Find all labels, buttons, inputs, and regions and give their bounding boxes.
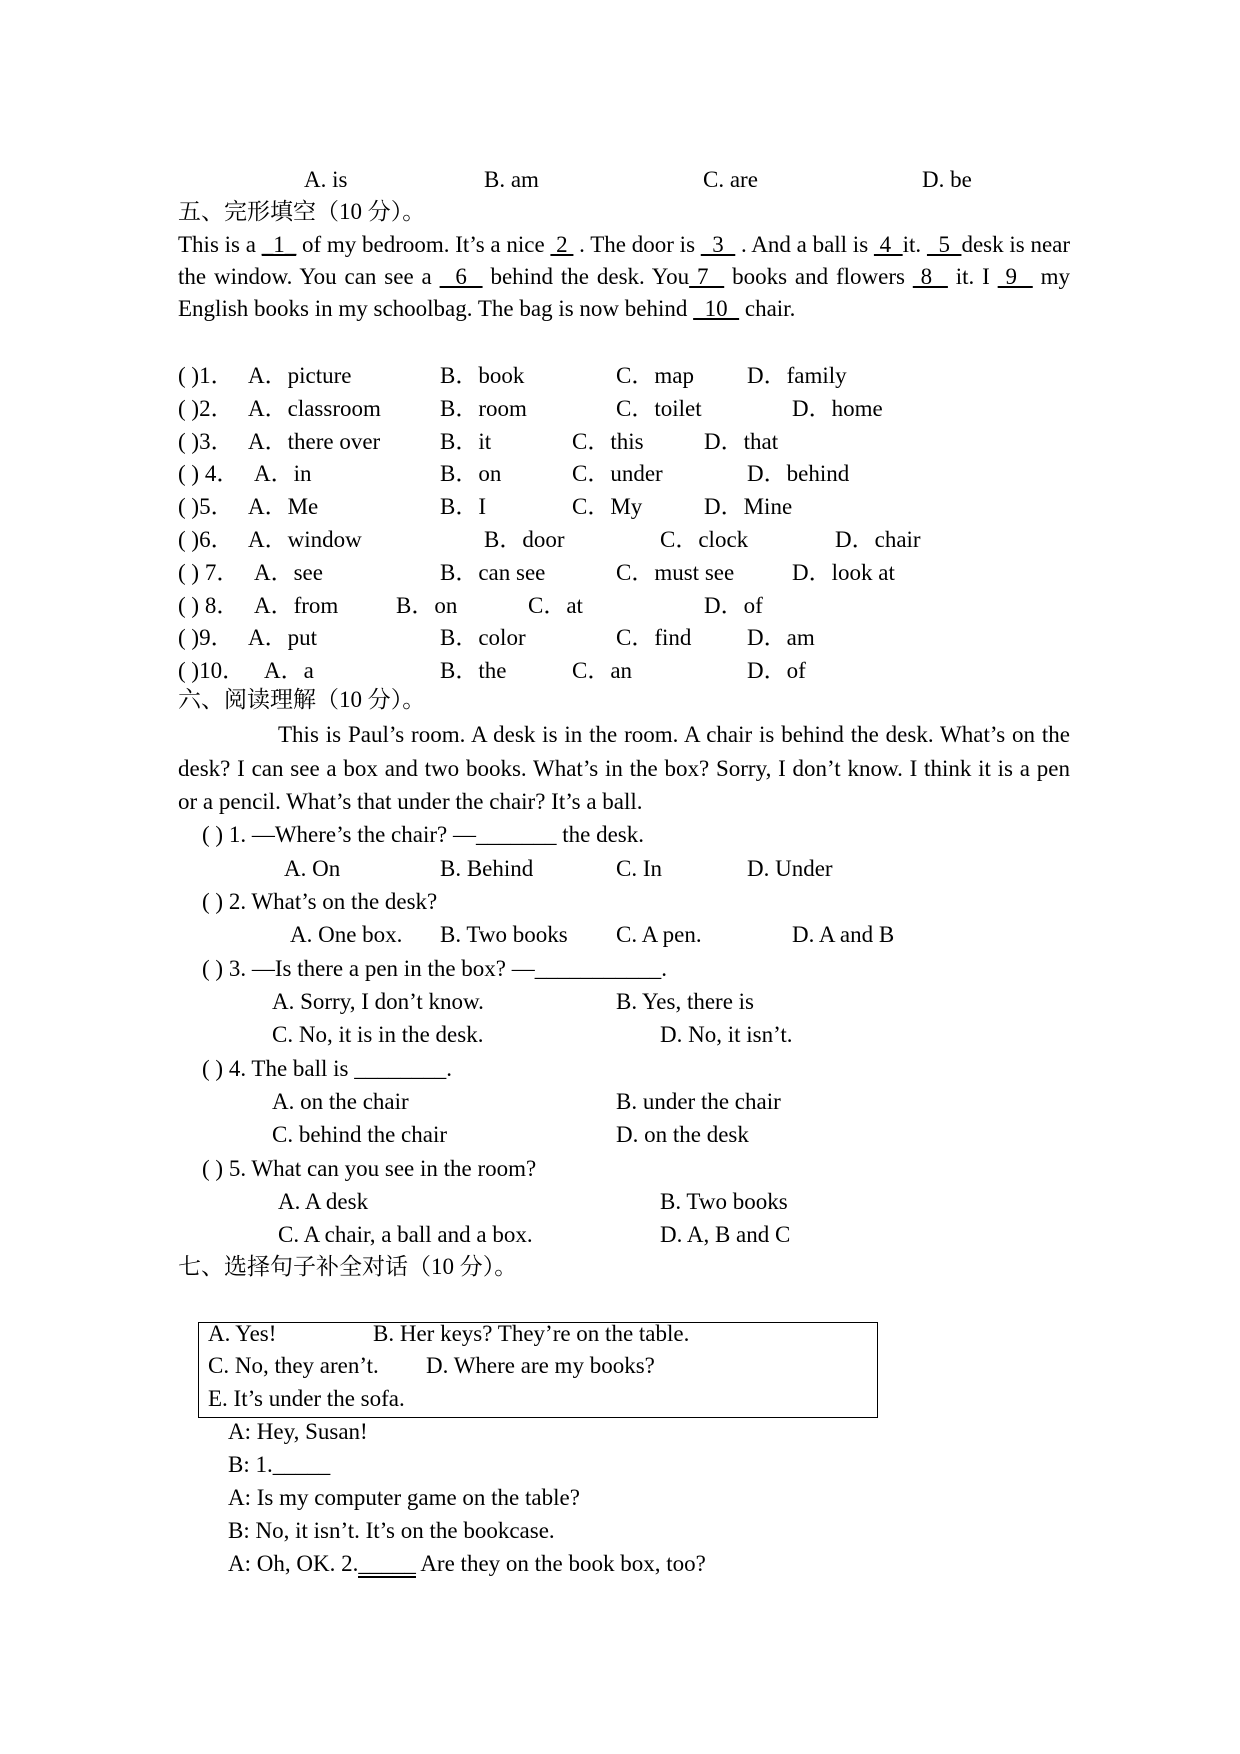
reading-q2-stem: ( ) 2. What’s on the desk? xyxy=(202,889,438,914)
cloze-question-number: ( ) 4． xyxy=(178,461,240,487)
reading-q5-c: C. A chair, a ball and a box. xyxy=(278,1222,533,1247)
cloze-option-b: B．on xyxy=(440,461,502,487)
box-option-e: E. It’s under the sofa. xyxy=(208,1386,405,1411)
cloze-option-b: B．door xyxy=(484,527,565,552)
cloze-option-b: B．it xyxy=(440,428,492,454)
cloze-option-b: B．color xyxy=(440,625,526,651)
reading-q4-c: C. behind the chair xyxy=(272,1122,448,1147)
cloze-option-a: A．from xyxy=(254,592,339,618)
reading-q4-b: B. under the chair xyxy=(616,1089,781,1114)
reading-q5-stem: ( ) 5. What can you see in the room? xyxy=(202,1156,537,1181)
cloze-option-b: B．I xyxy=(440,494,486,520)
cloze-option-c: C．an xyxy=(572,658,633,684)
dialogue-line-5-text: A: Oh, OK. 2. xyxy=(228,1551,359,1576)
reading-q2-b: B. Two books xyxy=(440,922,568,947)
cloze-question-number: ( )2． xyxy=(178,395,234,421)
cloze-blank[interactable]: 10 xyxy=(693,296,740,321)
box-option-a: A. Yes! xyxy=(208,1321,277,1346)
reading-q2-d: D. A and B xyxy=(792,922,895,947)
cloze-blank[interactable]: 9 xyxy=(997,264,1033,289)
cloze-text: behind the desk. You xyxy=(482,264,690,289)
cloze-text: of my bedroom. It’s a nice xyxy=(296,232,551,257)
cloze-blank[interactable]: 5 xyxy=(926,232,962,257)
reading-q5-d: D. A, B and C xyxy=(660,1222,791,1247)
reading-q1-c: C. In xyxy=(616,856,662,881)
cloze-option-c: C．clock xyxy=(660,527,749,552)
cloze-option-b: B．on xyxy=(396,592,458,618)
reading-q3-d: D. No, it isn’t. xyxy=(660,1022,793,1047)
cloze-question-number: ( ) 8． xyxy=(178,592,240,618)
cloze-option-b: B．the xyxy=(440,658,507,684)
cloze-option-d: D．that xyxy=(704,428,779,454)
cloze-option-c: C．toilet xyxy=(616,395,702,421)
cloze-blank[interactable]: 6 xyxy=(439,264,483,289)
section7-heading: 七、选择句子补全对话（10 分）。 xyxy=(178,1254,518,1279)
dialogue-line-5 xyxy=(228,1550,706,1578)
cloze-option-d: D．of xyxy=(704,592,763,618)
box-option-c: C. No, they aren’t. xyxy=(208,1353,379,1378)
dialogue-line-1: A: Hey, Susan! xyxy=(228,1419,368,1444)
cloze-option-a: A．there over xyxy=(248,428,381,454)
option-a: A. is xyxy=(304,167,348,192)
cloze-text: This is a xyxy=(178,232,262,257)
cloze-blank[interactable]: 4 xyxy=(873,232,903,257)
reading-q3-c: C. No, it is in the desk. xyxy=(272,1022,484,1047)
cloze-option-c: C．My xyxy=(572,494,643,520)
cloze-option-d: D．behind xyxy=(747,461,850,487)
cloze-blank[interactable]: 3 xyxy=(700,232,736,257)
cloze-option-b: B．room xyxy=(440,395,527,421)
cloze-question-number: ( )9． xyxy=(178,625,234,651)
reading-q5-b: B. Two books xyxy=(660,1189,788,1214)
section5-heading: 五、完形填空（10 分）。 xyxy=(178,199,426,224)
dialogue-line-5-tail: Are they on the book box, too? xyxy=(415,1551,706,1576)
cloze-option-c: C．at xyxy=(528,592,583,618)
cloze-option-a: A．see xyxy=(254,559,323,585)
cloze-option-c: C．this xyxy=(572,428,644,454)
reading-q5-a: A. A desk xyxy=(278,1189,369,1214)
cloze-option-b: B．can see xyxy=(440,559,546,585)
dialogue-line-2 xyxy=(228,1451,330,1479)
cloze-option-a: A．put xyxy=(248,625,317,651)
dialogue-blank-1[interactable]: _____ xyxy=(272,1452,331,1477)
box-option-d: D. Where are my books? xyxy=(426,1353,655,1378)
cloze-blank[interactable]: 7 xyxy=(689,264,725,289)
cloze-question-number: ( )1． xyxy=(178,363,234,388)
reading-q3-stem: ( ) 3. —Is there a pen in the box? —___________. xyxy=(202,956,668,981)
reading-passage xyxy=(178,718,1070,819)
cloze-option-d: D．look at xyxy=(792,559,895,585)
dialogue-blank-2[interactable]: _____ xyxy=(358,1551,416,1576)
cloze-option-a: A．Me xyxy=(248,494,319,520)
cloze-blank[interactable]: _1_ xyxy=(261,232,297,257)
reading-q1-d: D. Under xyxy=(747,856,833,881)
cloze-passage xyxy=(178,229,1076,325)
cloze-option-d: D．home xyxy=(792,395,883,421)
cloze-text: it. xyxy=(902,232,927,257)
cloze-question-number: ( )6． xyxy=(178,527,234,552)
cloze-question-number: ( )10． xyxy=(178,658,246,684)
cloze-text: . The door is xyxy=(573,232,701,257)
cloze-option-a: A．a xyxy=(264,658,314,684)
reading-q1-b: B. Behind xyxy=(440,856,534,881)
cloze-text: chair. xyxy=(739,296,796,321)
reading-q3-b: B. Yes, there is xyxy=(616,989,755,1014)
cloze-option-a: A．in xyxy=(254,461,312,487)
cloze-question-number: ( )3． xyxy=(178,428,234,454)
cloze-option-d: D．am xyxy=(747,625,815,651)
cloze-option-c: C．map xyxy=(616,363,694,388)
option-c: C. are xyxy=(703,167,758,192)
cloze-question-number: ( ) 7． xyxy=(178,559,240,585)
cloze-option-b: B．book xyxy=(440,363,525,388)
dialogue-line-3: A: Is my computer game on the table? xyxy=(228,1485,580,1510)
section6-heading: 六、阅读理解（10 分）。 xyxy=(178,687,426,712)
option-b: B. am xyxy=(484,167,539,192)
reading-passage-text: This is Paul’s room. A desk is in the room. A chair is behind the desk. What’s on the desk? I can see a box and two books. What’s in the box? Sorry, I don’t know. I think it is a pen or a pencil. What’s that under the chair? It’s a ball. xyxy=(178,722,1070,814)
reading-q1-stem: ( ) 1. —Where’s the chair? —_______ the desk. xyxy=(202,822,644,847)
cloze-text: books and flowers xyxy=(724,264,913,289)
cloze-blank[interactable]: 8 xyxy=(912,264,948,289)
reading-q4-stem: ( ) 4. The ball is ________. xyxy=(202,1056,452,1081)
reading-q2-a: A. One box. xyxy=(290,922,403,947)
cloze-option-c: C．must see xyxy=(616,559,735,585)
reading-q1-a: A. On xyxy=(284,856,341,881)
cloze-option-c: C．find xyxy=(616,625,692,651)
dialogue-line-4: B: No, it isn’t. It’s on the bookcase. xyxy=(228,1518,555,1543)
dialogue-line-2-text: B: 1. xyxy=(228,1452,273,1477)
cloze-question-number: ( )5． xyxy=(178,494,234,520)
reading-q3-a: A. Sorry, I don’t know. xyxy=(272,989,484,1014)
cloze-option-a: A．window xyxy=(248,527,362,552)
cloze-option-c: C．under xyxy=(572,461,663,487)
cloze-text: it. I xyxy=(947,264,998,289)
cloze-blank[interactable]: 2 xyxy=(550,232,574,257)
reading-q4-d: D. on the desk xyxy=(616,1122,749,1147)
cloze-option-d: D．family xyxy=(747,363,847,388)
cloze-option-a: A．picture xyxy=(248,363,352,388)
cloze-option-d: D．of xyxy=(747,658,806,684)
cloze-option-d: D．chair xyxy=(835,527,921,552)
reading-q2-c: C. A pen. xyxy=(616,922,702,947)
cloze-option-a: A．classroom xyxy=(248,395,381,421)
box-option-b: B. Her keys? They’re on the table. xyxy=(373,1321,690,1346)
option-d: D. be xyxy=(922,167,972,192)
cloze-option-d: D．Mine xyxy=(704,494,793,520)
cloze-text: desk is near the window. You can see a xyxy=(178,232,1076,289)
reading-q4-a: A. on the chair xyxy=(272,1089,409,1114)
cloze-text: . And a ball is xyxy=(735,232,874,257)
cloze-text: my English books in my schoolbag. The bag is now behind xyxy=(178,264,1076,321)
